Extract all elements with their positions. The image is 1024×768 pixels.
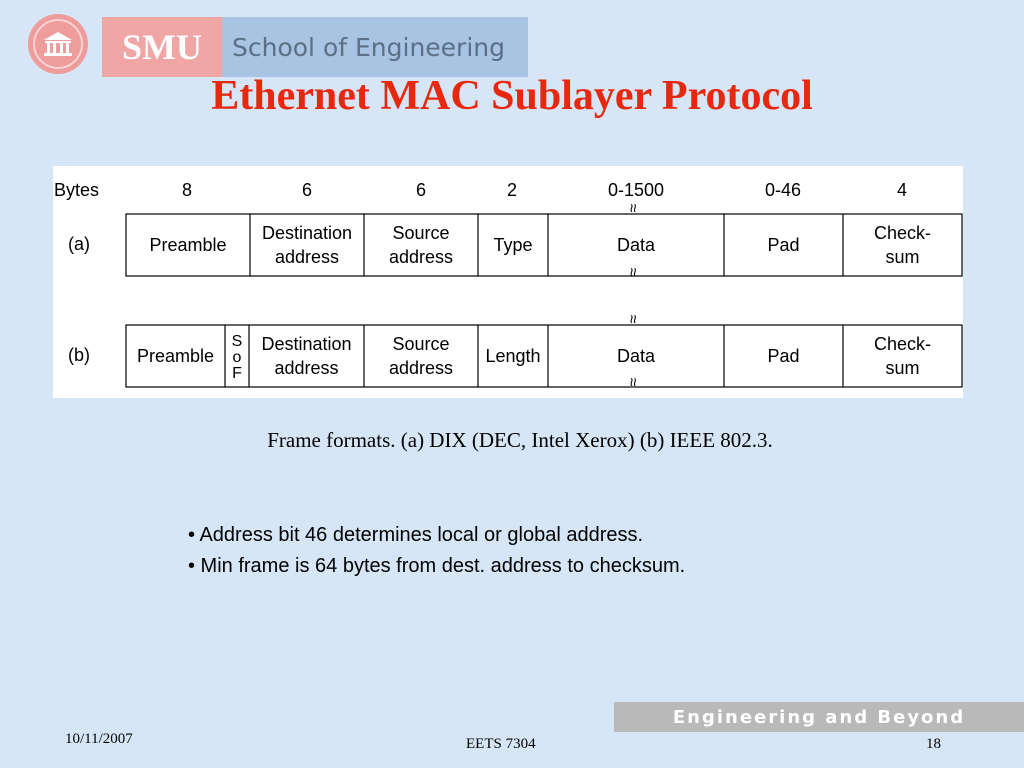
frame-b-field-label: Destination xyxy=(261,334,352,354)
byte-count-label: 8 xyxy=(181,180,193,200)
smu-seal-logo xyxy=(28,14,88,74)
bytes-header-label: Bytes xyxy=(54,180,100,200)
frame-b-field-label: address xyxy=(274,358,339,378)
frame-a-field-label: Destination xyxy=(261,223,353,243)
frame-b-field-label: o xyxy=(232,349,242,366)
frame-a-field-label: address xyxy=(274,247,340,267)
frame-b-field-label: Check- xyxy=(873,334,932,354)
byte-count-label: 2 xyxy=(506,180,518,200)
seal-building-icon xyxy=(33,19,83,69)
frame-a-field-label: address xyxy=(388,247,454,267)
frame-a-field-label: Pad xyxy=(767,235,800,255)
frame-b-field-label: Pad xyxy=(767,346,800,366)
frame-b-field-label: Preamble xyxy=(136,346,215,366)
byte-count-label: 6 xyxy=(415,180,427,200)
tagline-banner: Engineering and Beyond xyxy=(614,702,1024,732)
row-b-label: (b) xyxy=(68,345,90,365)
frame-a-outline xyxy=(126,214,962,276)
bullet-list xyxy=(188,520,685,582)
bullet-item: • Address bit 46 determines local or global address. xyxy=(188,524,644,546)
break-mark-icon: ≈ xyxy=(624,377,641,387)
figure-caption: Frame formats. (a) DIX (DEC, Intel Xerox) (b) IEEE 802.3. xyxy=(267,428,773,452)
school-banner xyxy=(102,17,528,77)
bullet-item: • Min frame is 64 bytes from dest. address to checksum. xyxy=(188,555,686,577)
byte-count-label: 4 xyxy=(896,180,908,200)
frame-b-field-label: F xyxy=(232,365,242,382)
break-mark-icon: ≈ xyxy=(624,203,641,213)
frame-format-diagram xyxy=(53,166,963,398)
school-name: School of Engineering xyxy=(222,17,528,77)
footer-course: EETS 7304 xyxy=(466,736,536,752)
frame-b-field-label: Data xyxy=(616,346,656,366)
slide-title: Ethernet MAC Sublayer Protocol xyxy=(211,73,813,119)
break-mark-icon: ≈ xyxy=(624,267,641,277)
frame-a-field-label: Check- xyxy=(873,223,932,243)
frame-a-field-label: Source xyxy=(392,223,450,243)
frame-b-field-label: Length xyxy=(485,346,541,366)
frame-b-field-label: address xyxy=(388,358,454,378)
byte-count-label: 6 xyxy=(301,180,313,200)
frame-a-field-label: Preamble xyxy=(149,235,227,255)
frame-b-field-label: S xyxy=(231,333,243,350)
frame-a-field-label: Type xyxy=(493,235,533,255)
smu-wordmark: SMU xyxy=(102,17,222,77)
frame-b-field-label: Source xyxy=(392,334,450,354)
byte-count-label: 0-1500 xyxy=(607,180,665,200)
frame-a-field-label: sum xyxy=(885,247,920,267)
footer-page-number: 18 xyxy=(926,736,941,752)
footer-date: 10/11/2007 xyxy=(65,731,133,747)
frame-b-outline xyxy=(126,325,962,387)
frame-b-field-label: sum xyxy=(885,358,920,378)
byte-count-label: 0-46 xyxy=(764,180,802,200)
row-a-label: (a) xyxy=(68,234,90,254)
break-mark-icon: ≈ xyxy=(624,314,641,324)
frame-a-field-label: Data xyxy=(616,235,656,255)
